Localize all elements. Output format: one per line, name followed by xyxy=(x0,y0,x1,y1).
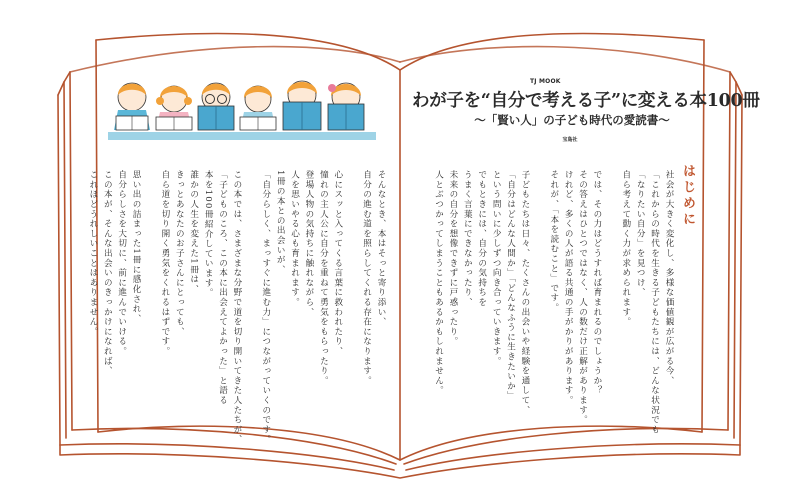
text-line: 自分の進む道を照らしてくれる存在になります。 xyxy=(361,170,372,386)
child-figure xyxy=(198,83,234,130)
child-figure xyxy=(283,81,321,130)
left-page-body xyxy=(87,170,388,445)
text-line: 子どもたちは日々、たくさんの出会いや経験を通して、 xyxy=(519,170,530,415)
text-line: 自分らしさを大切に、前に進んでいける。 xyxy=(116,170,127,357)
text-line: この本が、そんな出会いのきっかけになれば、 xyxy=(102,170,113,376)
text-line: 「自分らしく、まっすぐに進む力」につながっていくのです。 xyxy=(260,170,271,445)
text-line: そんなとき、本はそっと寄り添い、 xyxy=(376,170,386,327)
text-line: 「自分はどんな人間か」「どんなふうに生きたいか」 xyxy=(505,170,516,401)
text-line xyxy=(244,170,258,405)
text-line xyxy=(532,170,546,405)
text-line: 「なりたい自分」を見つけ、 xyxy=(635,170,646,298)
publisher-logo: TJ MOOK xyxy=(530,78,561,85)
text-line: 未来の自分を想像できずに戸惑ったり。 xyxy=(447,170,458,347)
text-line: 「子どものころ、この本に出会えてよかった」と語る xyxy=(217,170,228,406)
book-subtitle: 〜「賢い人」の子ども時代の愛読書〜 xyxy=(474,113,670,127)
text-line: 自ら道を切り開く勇気をくれるはずです。 xyxy=(159,170,170,357)
section-heading: はじめに xyxy=(680,164,695,228)
text-line: けれど、多くの人が語る共通の手がかりがあります。 xyxy=(563,170,574,406)
text-line: 「これからの時代を生きる子どもたちには、どんな状況でも xyxy=(649,170,660,435)
text-line: これほどうれしいことはありません。 xyxy=(87,170,98,337)
book-publisher: 宝島社 xyxy=(562,137,578,143)
child-figure xyxy=(114,83,150,130)
text-line: 憧れの主人公に自分を重ねて勇気をもらったり。 xyxy=(318,170,329,386)
text-line: でもときには、自分の気持ちを xyxy=(476,170,487,308)
text-line: うまく言葉にできなかったり、 xyxy=(462,170,473,308)
text-line: きっとあなたのお子さんにとっても、 xyxy=(174,170,185,337)
child-figure xyxy=(156,86,192,130)
shelf-bar xyxy=(108,132,376,140)
child-figure xyxy=(328,83,364,130)
text-line: 人を思いやる心も育まれます。 xyxy=(289,170,300,308)
children-reading-illustration xyxy=(108,81,376,140)
text-line: その答えはひとつではなく、人の数だけ正解があります。 xyxy=(577,170,588,425)
text-line: では、その力はどうすれば育まれるのでしょうか？ xyxy=(591,170,602,396)
text-line: 自ら考えて動く力が求められます。 xyxy=(620,170,631,327)
text-line: 誰かの人生を変えた1冊は、 xyxy=(188,170,199,295)
child-figure xyxy=(240,86,276,130)
text-line: 本を100冊紹介しています。 xyxy=(203,170,214,298)
text-line: この本では、さまざまな分野で道を切り開いてきた人たちが、 xyxy=(231,170,242,445)
text-line: 社会が大きく変化し、多様な価値観が広がる今、 xyxy=(664,170,674,386)
text-line xyxy=(604,170,618,405)
text-line: 思い出の詰まった1冊に感化され、 xyxy=(131,170,142,324)
text-line xyxy=(143,170,157,405)
text-line: 人とぶつかってしまうこともあるかもしれません。 xyxy=(433,170,444,396)
right-page-body xyxy=(433,170,676,435)
text-line: という問いに少しずつ向き合っていきます。 xyxy=(491,170,502,366)
text-line: それが、「本を読むこと」です。 xyxy=(548,170,559,313)
text-line: 心にスッと入ってくる言葉に救われたり、 xyxy=(332,170,343,357)
text-line: 登場人物の気持ちに触れながら、 xyxy=(303,170,314,317)
text-line xyxy=(345,170,359,405)
book-title: わが子を“自分で考える子”に変える本100冊 xyxy=(412,91,760,111)
text-line: 1冊の本との出会いが、 xyxy=(275,170,286,275)
